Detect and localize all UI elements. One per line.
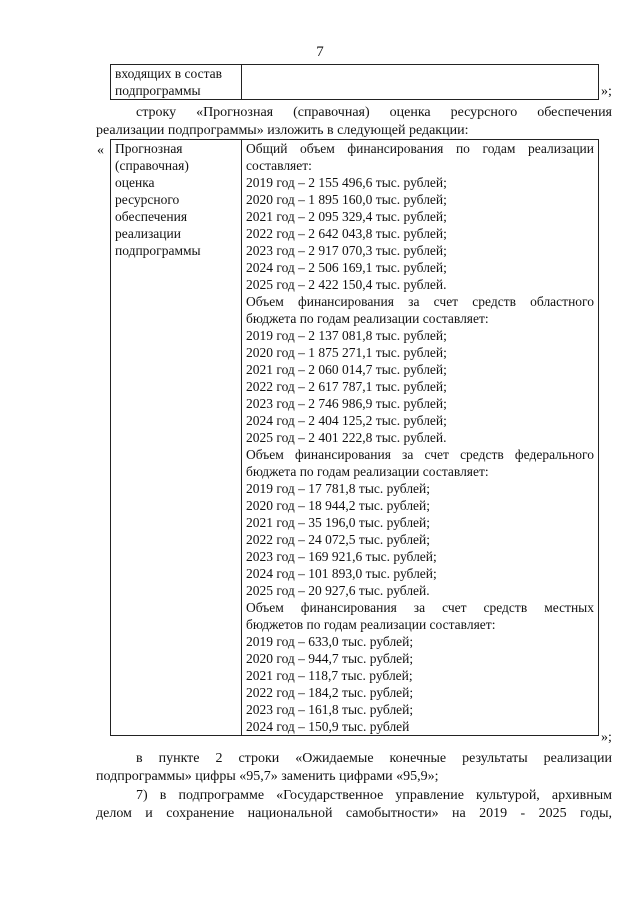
content-line: Объем финансирования за счет средств областного — [246, 294, 594, 309]
label-line: Прогнозная — [115, 141, 183, 156]
content-line: бюджета по годам реализации составляет: — [246, 311, 489, 326]
content-line: 2020 год – 944,7 тыс. рублей; — [246, 651, 414, 666]
content-line: 2021 год – 2 095 329,4 тыс. рублей; — [246, 209, 447, 224]
content-line: 2019 год – 2 137 081,8 тыс. рублей; — [246, 328, 447, 343]
opening-quote: « — [97, 143, 104, 158]
content-line: 2023 год – 169 921,6 тыс. рублей; — [246, 549, 437, 564]
content-line: 2024 год – 2 404 125,2 тыс. рублей; — [246, 413, 447, 428]
table-row — [111, 140, 599, 736]
content-line: 2021 год – 118,7 тыс. рублей; — [246, 668, 413, 683]
paragraph-3 — [96, 787, 612, 823]
closing-quote: »; — [601, 84, 612, 99]
label-line: подпрограммы — [115, 243, 201, 258]
paragraph-line: реализации подпрограммы» изложить в следующей редакции: — [96, 123, 469, 138]
content-line: 2021 год – 35 196,0 тыс. рублей; — [246, 515, 431, 530]
content-line: 2022 год – 2 617 787,1 тыс. рублей; — [246, 379, 447, 394]
content-line: 2025 год – 20 927,6 тыс. рублей. — [246, 583, 430, 598]
content-line: 2019 год – 633,0 тыс. рублей; — [246, 634, 414, 649]
label-line: (справочная) — [115, 158, 189, 173]
content-line: 2024 год – 2 506 169,1 тыс. рублей; — [246, 260, 447, 275]
paragraph-1 — [96, 104, 612, 140]
content-line: 2023 год – 2 746 986,9 тыс. рублей; — [246, 396, 447, 411]
content-line: Объем финансирования за счет средств местных — [246, 600, 594, 615]
content-line: 2021 год – 2 060 014,7 тыс. рублей; — [246, 362, 447, 377]
row-label-cell — [111, 65, 242, 100]
content-line: 2019 год – 17 781,8 тыс. рублей; — [246, 481, 431, 496]
content-line: 2020 год – 1 875 271,1 тыс. рублей; — [246, 345, 447, 360]
label-line: подпрограммы — [115, 83, 201, 98]
content-line: 2024 год – 101 893,0 тыс. рублей; — [246, 566, 437, 581]
content-line: Общий объем финансирования по годам реализации — [246, 141, 594, 156]
content-line: 2025 год – 2 422 150,4 тыс. рублей. — [246, 277, 447, 292]
label-line: оценка — [115, 175, 155, 190]
label-line: входящих в состав — [115, 66, 223, 81]
paragraph-2 — [96, 750, 612, 786]
row-label-cell — [111, 140, 242, 736]
content-line: 2020 год – 1 895 160,0 тыс. рублей; — [246, 192, 447, 207]
label-line: ресурсного — [115, 192, 180, 207]
row-content-cell — [242, 65, 599, 100]
content-line: 2023 год – 161,8 тыс. рублей; — [246, 702, 414, 717]
paragraph-line: делом и сохранение национальной самобытности» на 2019 - 2025 годы, — [96, 806, 612, 821]
content-line: бюджетов по годам реализации составляет: — [246, 617, 496, 632]
content-line: Объем финансирования за счет средств федерального — [246, 447, 594, 462]
content-line: 2022 год – 184,2 тыс. рублей; — [246, 685, 414, 700]
label-line: обеспечения — [115, 209, 188, 224]
content-line: 2020 год – 18 944,2 тыс. рублей; — [246, 498, 431, 513]
table-row — [111, 65, 599, 100]
financing-cell — [242, 140, 599, 736]
page-number: 7 — [316, 44, 324, 60]
content-line: 2025 год – 2 401 222,8 тыс. рублей. — [246, 430, 447, 445]
label-line: реализации — [115, 226, 181, 241]
paragraph-line: в пункте 2 строки «Ожидаемые конечные результаты реализации — [136, 751, 612, 766]
paragraph-line: строку «Прогнозная (справочная) оценка ресурсного обеспечения — [136, 105, 612, 120]
content-line: составляет: — [246, 158, 312, 173]
closing-quote: »; — [601, 730, 612, 745]
resource-table — [110, 139, 599, 736]
paragraph-line: подпрограммы» цифры «95,7» заменить цифрами «95,9»; — [96, 769, 439, 784]
top-table-fragment — [110, 64, 599, 100]
content-line: 2019 год – 2 155 496,6 тыс. рублей; — [246, 175, 447, 190]
content-line: бюджета по годам реализации составляет: — [246, 464, 489, 479]
paragraph-line: 7) в подпрограмме «Государственное управление культурой, архивным — [136, 788, 612, 803]
content-line: 2023 год – 2 917 070,3 тыс. рублей; — [246, 243, 447, 258]
content-line: 2024 год – 150,9 тыс. рублей — [246, 719, 410, 734]
content-line: 2022 год – 2 642 043,8 тыс. рублей; — [246, 226, 447, 241]
content-line: 2022 год – 24 072,5 тыс. рублей; — [246, 532, 431, 547]
